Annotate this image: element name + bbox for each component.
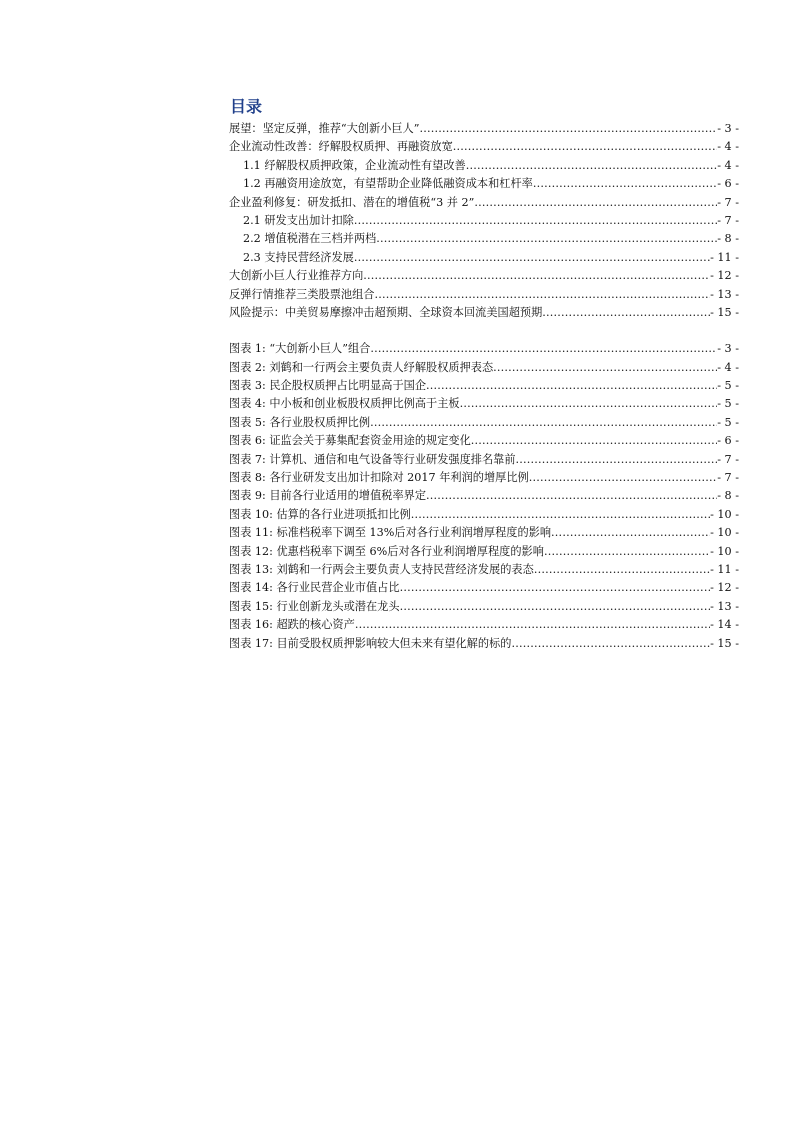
dot-leader <box>533 175 717 193</box>
dot-leader <box>363 267 710 285</box>
toc-figure-entry[interactable] <box>229 635 739 653</box>
toc-section-entry[interactable] <box>229 249 739 267</box>
toc-entry-page: - 10 - <box>710 526 739 540</box>
dot-leader <box>460 395 718 413</box>
toc-section-entry[interactable] <box>229 267 739 285</box>
toc-entry-text: 图表 10: 估算的各行业进项抵扣比例 <box>229 507 411 521</box>
toc-entry-text: 企业流动性改善：纾解股权质押、再融资放宽 <box>229 140 453 154</box>
dot-leader <box>511 635 710 653</box>
toc-entry-text: 1.1 纾解股权质押政策，企业流动性有望改善 <box>243 158 466 172</box>
toc-entry-text: 2.3 支持民营经济发展 <box>243 250 354 264</box>
toc-figures <box>229 340 739 653</box>
toc-entry-page: - 6 - <box>717 177 739 191</box>
dot-leader <box>474 194 717 212</box>
toc-entry-page: - 13 - <box>710 599 739 613</box>
dot-leader <box>471 432 717 450</box>
dot-leader <box>355 616 710 634</box>
toc-figure-entry[interactable] <box>229 377 739 395</box>
dot-leader <box>426 487 717 505</box>
toc-entry-page: - 12 - <box>710 581 739 595</box>
dot-leader <box>400 598 711 616</box>
toc-section-entry[interactable] <box>229 175 739 193</box>
toc-figure-entry[interactable] <box>229 506 739 524</box>
toc-figure-entry[interactable] <box>229 414 739 432</box>
dot-leader <box>534 561 710 579</box>
toc-section-entry[interactable] <box>229 286 739 304</box>
toc-entry-text: 图表 8: 各行业研发支出加计扣除对 2017 年利润的增厚比例 <box>229 471 529 485</box>
toc-entry-page: - 13 - <box>710 287 739 301</box>
toc-entry-text: 图表 4: 中小板和创业板股权质押比例高于主板 <box>229 397 460 411</box>
toc-entry-page: - 10 - <box>710 544 739 558</box>
dot-leader <box>542 304 710 322</box>
dot-leader <box>466 157 717 175</box>
toc-figure-entry[interactable] <box>229 579 739 597</box>
toc-entry-text: 图表 12: 优惠档税率下调至 6%后对各行业利润增厚程度的影响 <box>229 544 544 558</box>
toc-entry-page: - 8 - <box>717 489 739 503</box>
toc-figure-entry[interactable] <box>229 469 739 487</box>
dot-leader <box>370 340 717 358</box>
table-of-contents <box>229 96 739 653</box>
toc-entry-text: 图表 17: 目前受股权质押影响较大但未来有望化解的标的 <box>229 636 512 650</box>
toc-figure-entry[interactable] <box>229 395 739 413</box>
dot-leader <box>544 543 710 561</box>
toc-entry-page: - 4 - <box>717 360 739 374</box>
dot-leader <box>419 120 717 138</box>
toc-figure-entry[interactable] <box>229 543 739 561</box>
toc-entry-text: 图表 9: 目前各行业适用的增值税率界定 <box>229 489 427 503</box>
toc-entry-page: - 7 - <box>717 195 739 209</box>
toc-gap <box>229 322 739 340</box>
dot-leader <box>551 524 710 542</box>
toc-entry-text: 图表 16: 超跌的核心资产 <box>229 618 355 632</box>
toc-entry-text: 2.2 增值税潜在三档并两档 <box>243 232 377 246</box>
toc-entry-text: 图表 1: “大创新小巨人”组合 <box>229 342 371 356</box>
toc-figure-entry[interactable] <box>229 359 739 377</box>
toc-entry-page: - 6 - <box>717 434 739 448</box>
dot-leader <box>376 230 717 248</box>
toc-section-entry[interactable] <box>229 157 739 175</box>
toc-entry-page: - 14 - <box>710 618 739 632</box>
dot-leader <box>493 359 717 377</box>
toc-section-entry[interactable] <box>229 304 739 322</box>
toc-figure-entry[interactable] <box>229 487 739 505</box>
toc-entry-page: - 7 - <box>717 213 739 227</box>
toc-section-entry[interactable] <box>229 138 739 156</box>
toc-entry-text: 展望：坚定反弹，推荐“大创新小巨人” <box>229 121 420 135</box>
toc-entry-page: - 4 - <box>717 158 739 172</box>
dot-leader <box>516 451 718 469</box>
toc-entry-page: - 7 - <box>717 452 739 466</box>
toc-entry-text: 图表 3: 民企股权质押占比明显高于国企 <box>229 379 427 393</box>
dot-leader <box>354 212 717 230</box>
toc-entry-page: - 15 - <box>710 305 739 319</box>
toc-sections <box>229 120 739 322</box>
toc-entry-page: - 3 - <box>717 342 739 356</box>
toc-entry-text: 企业盈利修复：研发抵扣、潜在的增值税“3 并 2” <box>229 195 475 209</box>
toc-entry-text: 图表 5: 各行业股权质押比例 <box>229 415 371 429</box>
toc-entry-text: 图表 15: 行业创新龙头或潜在龙头 <box>229 599 400 613</box>
toc-entry-text: 图表 11: 标准档税率下调至 13%后对各行业利润增厚程度的影响 <box>229 526 552 540</box>
dot-leader <box>453 138 717 156</box>
toc-entry-page: - 11 - <box>710 250 739 264</box>
toc-entry-text: 大创新小巨人行业推荐方向 <box>229 269 364 283</box>
toc-entry-page: - 8 - <box>717 232 739 246</box>
toc-entry-text: 2.1 研发支出加计扣除 <box>243 213 354 227</box>
toc-figure-entry[interactable] <box>229 432 739 450</box>
toc-entry-page: - 5 - <box>717 397 739 411</box>
toc-entry-page: - 10 - <box>710 507 739 521</box>
toc-entry-page: - 3 - <box>717 121 739 135</box>
toc-entry-text: 图表 14: 各行业民营企业市值占比 <box>229 581 400 595</box>
toc-figure-entry[interactable] <box>229 561 739 579</box>
dot-leader <box>529 469 717 487</box>
toc-section-entry[interactable] <box>229 230 739 248</box>
toc-figure-entry[interactable] <box>229 598 739 616</box>
toc-entry-text: 风险提示：中美贸易摩擦冲击超预期、全球资本回流美国超预期 <box>229 305 543 319</box>
toc-figure-entry[interactable] <box>229 616 739 634</box>
toc-entry-page: - 5 - <box>717 415 739 429</box>
toc-entry-text: 图表 2: 刘鹤和一行两会主要负责人纾解股权质押表态 <box>229 360 494 374</box>
toc-entry-page: - 5 - <box>717 379 739 393</box>
toc-entry-text: 1.2 再融资用途放宽，有望帮助企业降低融资成本和杠杆率 <box>243 177 533 191</box>
toc-figure-entry[interactable] <box>229 524 739 542</box>
dot-leader <box>354 249 710 267</box>
toc-section-entry[interactable] <box>229 194 739 212</box>
toc-section-entry[interactable] <box>229 212 739 230</box>
toc-entry-page: - 7 - <box>717 471 739 485</box>
toc-entry-text: 反弹行情推荐三类股票池组合 <box>229 287 375 301</box>
toc-entry-text: 图表 7: 计算机、通信和电气设备等行业研发强度排名靠前 <box>229 452 516 466</box>
dot-leader <box>426 377 717 395</box>
toc-entry-page: - 12 - <box>710 269 739 283</box>
toc-title: 目录 <box>230 97 263 116</box>
toc-entry-page: - 11 - <box>710 562 739 576</box>
toc-section-entry[interactable] <box>229 120 739 138</box>
toc-figure-entry[interactable] <box>229 451 739 469</box>
dot-leader <box>411 506 710 524</box>
dot-leader <box>400 579 711 597</box>
dot-leader <box>370 414 717 432</box>
toc-entry-page: - 15 - <box>710 636 739 650</box>
toc-entry-page: - 4 - <box>717 140 739 154</box>
toc-entry-text: 图表 13: 刘鹤和一行两会主要负责人支持民营经济发展的表态 <box>229 562 534 576</box>
toc-entry-text: 图表 6: 证监会关于募集配套资金用途的规定变化 <box>229 434 471 448</box>
dot-leader <box>374 286 710 304</box>
toc-figure-entry[interactable] <box>229 340 739 358</box>
